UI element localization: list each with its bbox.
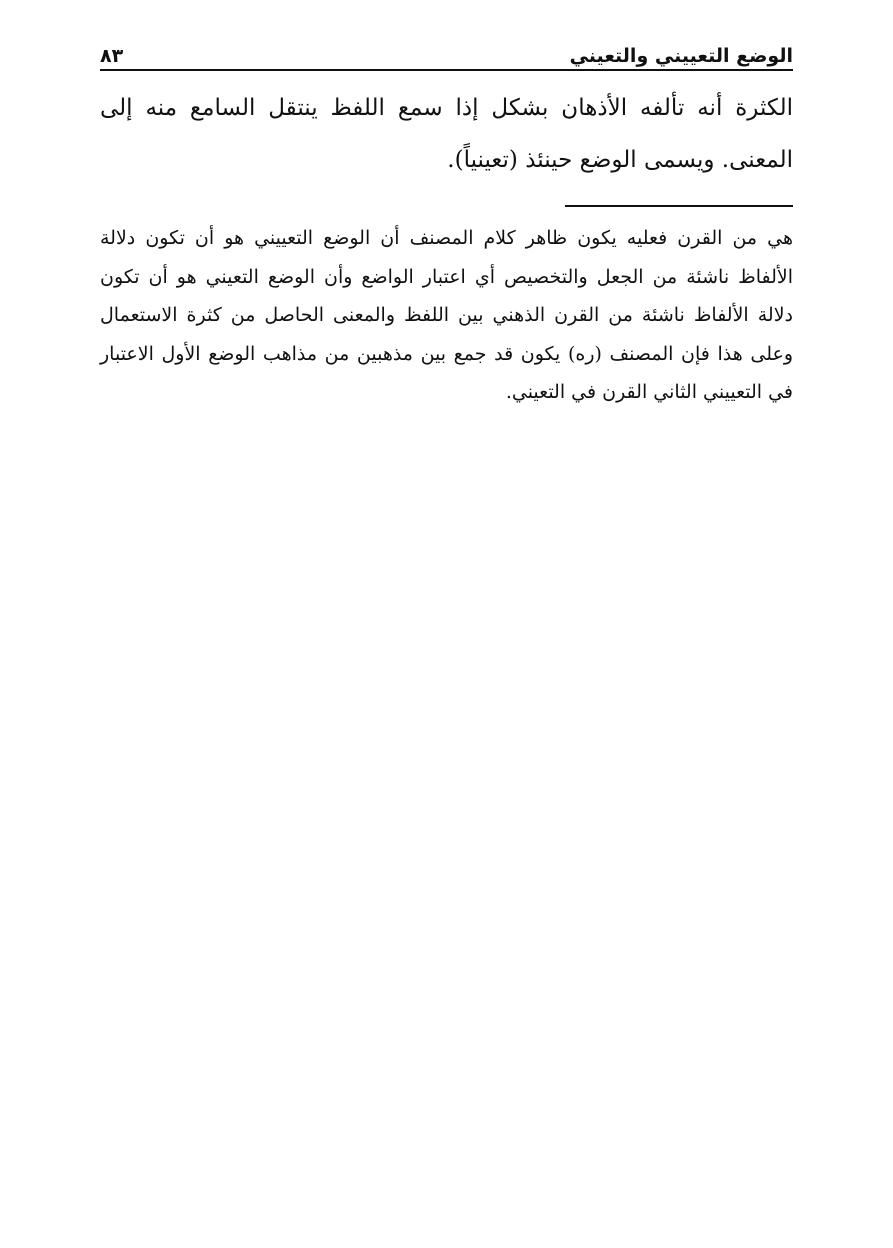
footnote-paragraph: هي من القرن فعليه يكون ظاهر كلام المصنف أن الوضع التعييني هو أن تكون دلالة الألفاظ ناشئة من الجعل والتخصيص أي اعتبار الواضع وأن الوضع التعيني هو أن تكون دلالة الألفاظ ناشئة من القرن الذهني بين اللفظ والمعنى الحاصل من كثرة الاستعمال وعلى هذا فإن المصنف (ره) يكون قد جمع بين مذهبين من مذاهب الوضع الأول الاعتبار في التعييني الثاني القرن في التعيني. — [100, 227, 793, 403]
main-body — [100, 82, 793, 186]
header-divider — [100, 69, 793, 71]
page-number: ٨٣ — [100, 45, 124, 67]
running-header — [100, 30, 793, 66]
footnote-divider — [565, 205, 793, 207]
footnote-section — [100, 219, 793, 412]
running-title: الوضع التعييني والتعيني — [569, 45, 793, 67]
main-paragraph: الكثرة أنه تألفه الأذهان بشكل إذا سمع اللفظ ينتقل السامع منه إلى المعنى. ويسمى الوضع حينئذ (تعينياً). — [100, 95, 793, 173]
